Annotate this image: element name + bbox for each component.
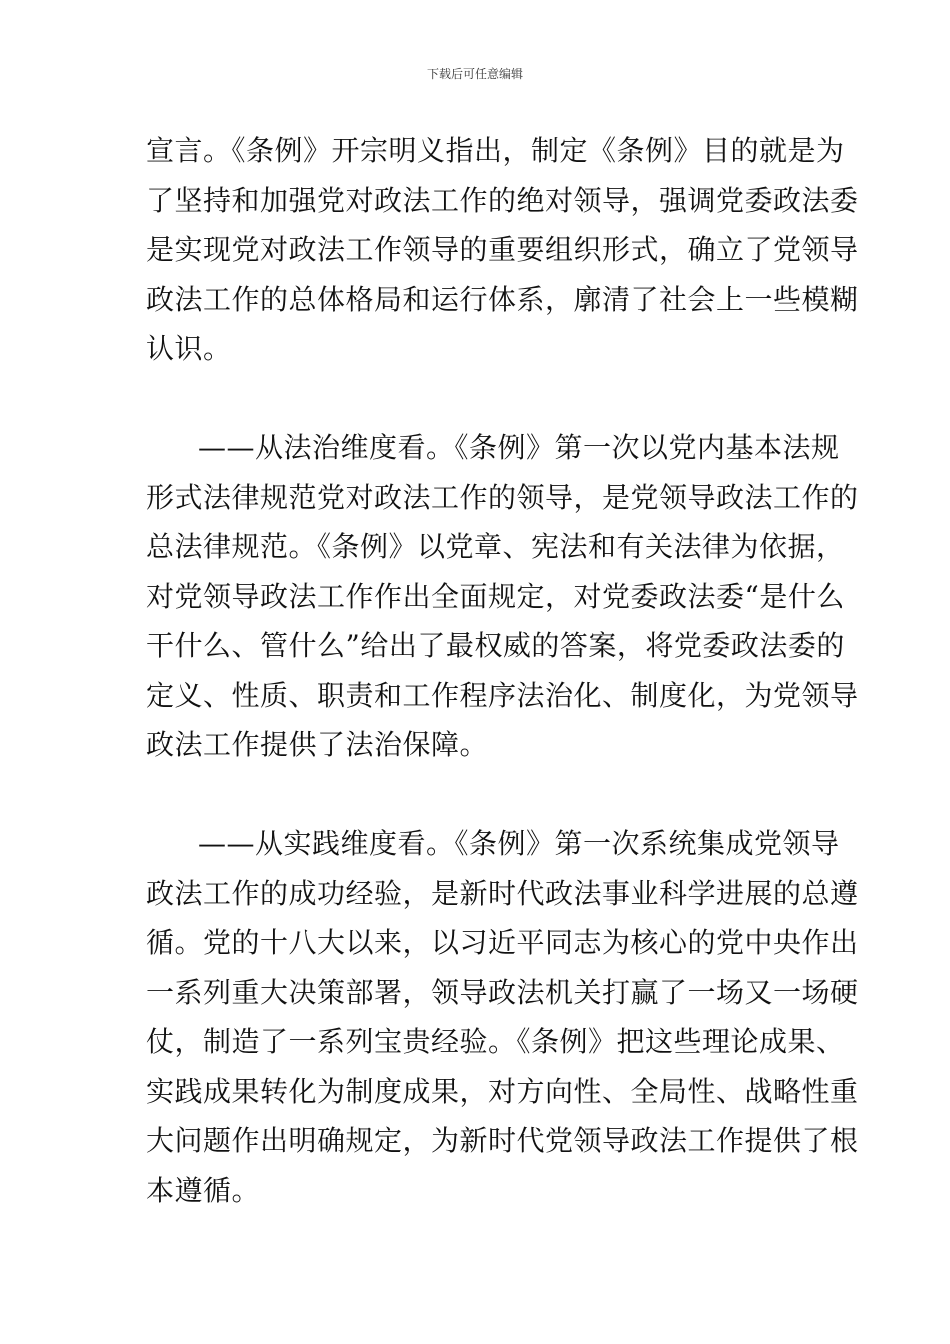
text-line: 一系列重大决策部署，领导政法机关打赢了一场又一场硬	[146, 975, 859, 1009]
paragraph-spacer	[146, 770, 808, 820]
paragraph-spacer	[146, 374, 808, 424]
text-line: 实践成果转化为制度成果，对方向性、全局性、战略性重	[146, 1074, 859, 1108]
text-line: 总法律规范。《条例》以党章、宪法和有关法律为依据，	[146, 530, 845, 563]
text-line: ——从实践维度看。《条例》第一次系统集成党领导	[198, 827, 840, 860]
page-header: 下载后可任意编辑	[426, 67, 523, 81]
document-body	[146, 126, 859, 1215]
text-line: 干什么、管什么”给出了最权威的答案，将党委政法委的	[146, 629, 845, 662]
text-line: 了坚持和加强党对政法工作的绝对领导，强调党委政法委	[146, 183, 859, 217]
paragraph-2	[146, 423, 859, 770]
text-line: 政法工作提供了法治保障。	[146, 728, 489, 761]
text-line: 政法工作的成功经验，是新时代政法事业科学进展的总遵	[146, 876, 859, 910]
text-line: 本遵循。	[146, 1173, 261, 1207]
text-line: 对党领导政法工作作出全面规定，对党委政法委“是什么	[146, 579, 845, 613]
text-line: 大问题作出明确规定，为新时代党领导政法工作提供了根	[146, 1124, 859, 1157]
text-line: 宣言。《条例》开宗明义指出，制定《条例》目的就是为	[146, 134, 845, 167]
text-line: 政法工作的总体格局和运行体系，廓清了社会上一些模糊	[146, 282, 859, 316]
text-line: 循。党的十八大以来，以习近平同志为核心的党中央作出	[146, 926, 859, 959]
text-line: ——从法治维度看。《条例》第一次以党内基本法规	[198, 431, 840, 464]
text-line: 形式法律规范党对政法工作的领导，是党领导政法工作的	[146, 480, 859, 514]
paragraph-1	[146, 126, 859, 374]
text-line: 认识。	[146, 332, 232, 365]
paragraph-3	[146, 819, 859, 1215]
text-line: 仗，制造了一系列宝贵经验。《条例》把这些理论成果、	[146, 1025, 845, 1058]
text-line: 是实现党对政法工作领导的重要组织形式，确立了党领导	[146, 233, 859, 266]
text-line: 定义、性质、职责和工作程序法治化、制度化，为党领导	[146, 678, 859, 712]
